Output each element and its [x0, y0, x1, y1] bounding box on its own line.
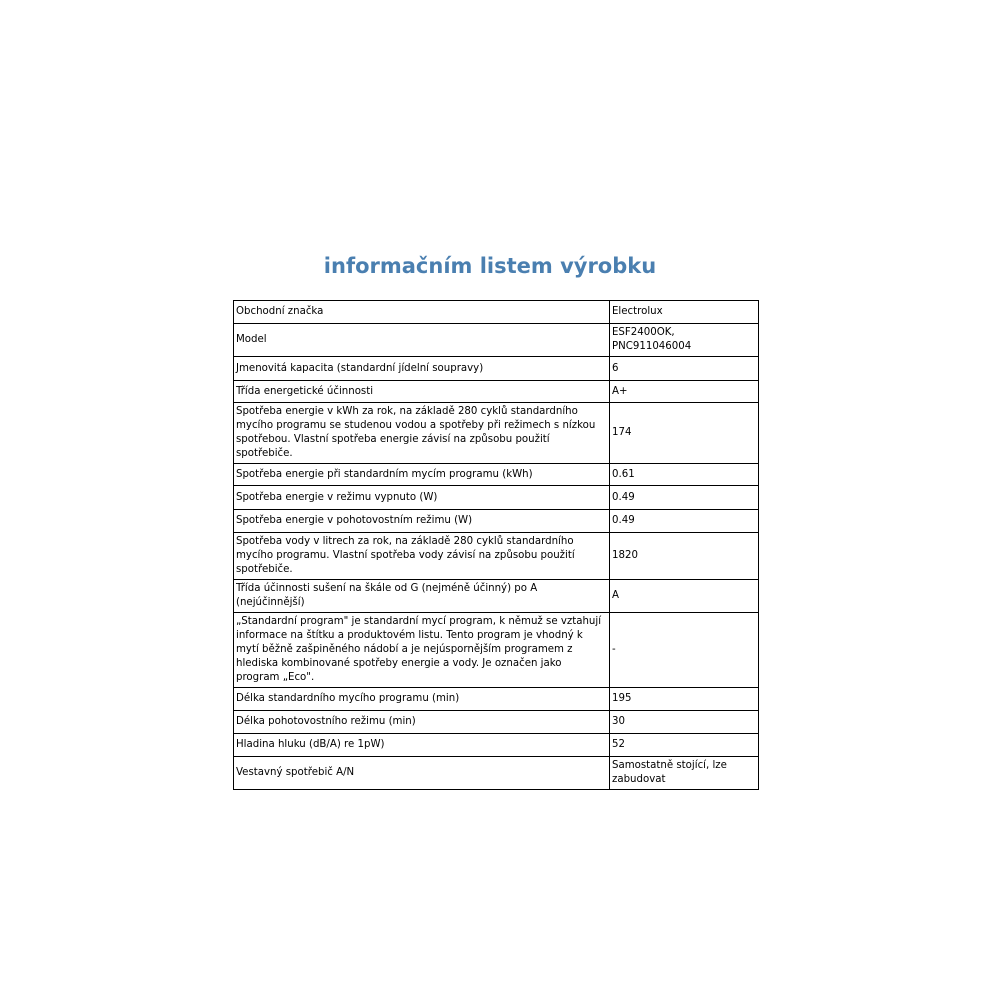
row-value: A [610, 580, 759, 613]
row-value: 30 [610, 711, 759, 734]
table-row [234, 711, 759, 734]
row-label: Délka pohotovostního režimu (min) [234, 711, 610, 734]
product-info-table [233, 300, 759, 790]
table-row [234, 357, 759, 381]
row-value: 6 [610, 357, 759, 381]
row-value: 0.49 [610, 486, 759, 510]
row-value: - [610, 613, 759, 688]
row-value: 174 [610, 403, 759, 464]
table-row [234, 757, 759, 790]
row-value: 195 [610, 688, 759, 711]
row-value: A+ [610, 381, 759, 403]
row-label: Spotřeba energie v kWh za rok, na základě 280 cyklů standardního mycího programu se studenou vodou a spotřeby při režimech s nízkou spotřebou. Vlastní spotřeba energie závisí na způsobu použití spotřebiče. [234, 403, 610, 464]
table-row [234, 301, 759, 324]
table-row [234, 734, 759, 757]
row-label: Třída energetické účinnosti [234, 381, 610, 403]
table-row [234, 381, 759, 403]
row-label: Jmenovitá kapacita (standardní jídelní soupravy) [234, 357, 610, 381]
table-row [234, 580, 759, 613]
row-label: Model [234, 324, 610, 357]
page-title: informačním listem výrobku [323, 254, 657, 278]
row-label: Délka standardního mycího programu (min) [234, 688, 610, 711]
row-label: Spotřeba vody v litrech za rok, na základě 280 cyklů standardního mycího programu. Vlastní spotřeba vody závisí na způsobu použití spotřebiče. [234, 533, 610, 580]
row-label: Obchodní značka [234, 301, 610, 324]
row-value: 0.61 [610, 464, 759, 486]
table-row [234, 486, 759, 510]
row-value: 1820 [610, 533, 759, 580]
row-label: Vestavný spotřebič A/N [234, 757, 610, 790]
table-row [234, 510, 759, 533]
row-label: Třída účinnosti sušení na škále od G (nejméně účinný) po A (nejúčinnější) [234, 580, 610, 613]
row-value: 0.49 [610, 510, 759, 533]
row-label: Spotřeba energie při standardním mycím programu (kWh) [234, 464, 610, 486]
row-label: „Standardní program" je standardní mycí program, k němuž se vztahují informace na štítku a produktovém listu. Tento program je vhodný k mytí běžně zašpiněného nádobí a je nejúspornějším programem z hlediska kombinované spotřeby energie a vody. Je označen jako program „Eco". [234, 613, 610, 688]
table-row [234, 464, 759, 486]
table-row [234, 613, 759, 688]
table-row [234, 403, 759, 464]
row-value: 52 [610, 734, 759, 757]
row-value: Samostatně stojící, lze zabudovat [610, 757, 759, 790]
table-row [234, 533, 759, 580]
row-label: Hladina hluku (dB/A) re 1pW) [234, 734, 610, 757]
row-value: ESF2400OK, PNC911046004 [610, 324, 759, 357]
table-row [234, 688, 759, 711]
row-label: Spotřeba energie v režimu vypnuto (W) [234, 486, 610, 510]
table-row [234, 324, 759, 357]
row-value: Electrolux [610, 301, 759, 324]
row-label: Spotřeba energie v pohotovostním režimu (W) [234, 510, 610, 533]
